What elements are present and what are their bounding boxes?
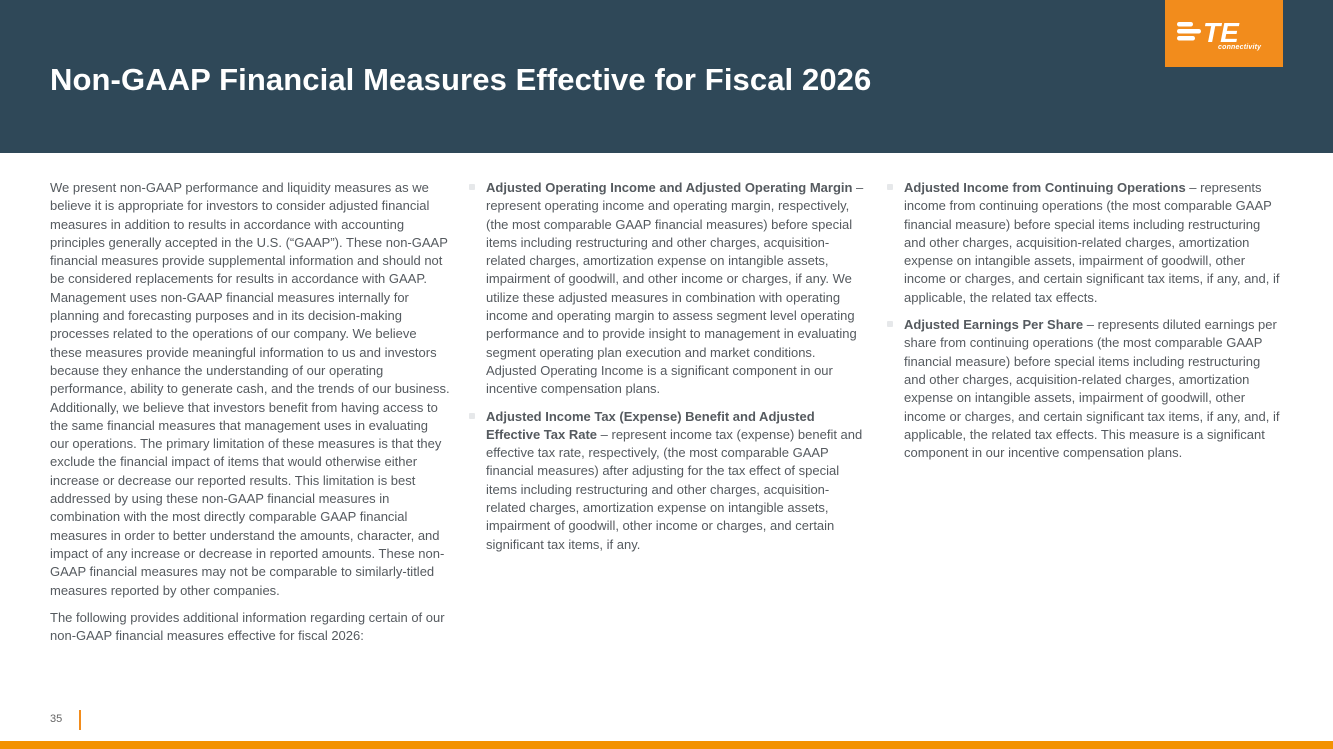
bullet-icon: [469, 184, 475, 190]
bullet-icon: [887, 321, 893, 327]
te-connectivity-logo: [1165, 0, 1283, 67]
list-item: [486, 408, 866, 554]
measure-description: – represents income from continuing operations (the most comparable GAAP financial measure) before special items including restructuring and other charges, acquisition-related charges, amortization expense on intangible assets, impairment of goodwill, other income or charges, and certain significant tax items, if any, and, if applicable, the related tax effects.: [904, 180, 1280, 305]
logo-text: TE: [1203, 17, 1239, 48]
bullet-icon: [887, 184, 893, 190]
footer-accent-bar: [0, 741, 1333, 749]
intro-paragraph: We present non-GAAP performance and liquidity measures as we believe it is appropriate for investors to consider adjusted financial measures in addition to results in accordance with accounting principles generally accepted in the U.S. (“GAAP”). These non-GAAP financial measures provide supplemental information and should not be considered replacements for results in accordance with GAAP. Management uses non-GAAP financial measures internally for planning and forecasting purposes and in its decision-making processes related to the operations of our company. We believe these measures provide meaningful information to us and investors because they enhance the understanding of our operating performance, ability to generate cash, and the trends of our business. Additionally, we believe that investors benefit from having access to the same financial measures that management uses in evaluating our operations. The primary limitation of these measures is that they exclude the financial impact of items that would otherwise either increase or decrease our reported results. This limitation is best addressed by using these non-GAAP financial measures in combination with the most directly comparable GAAP financial measures in order to better understand the amounts, character, and impact of any increase or decrease in reported amounts. These non-GAAP financial measures may not be comparable to similarly-titled measures reported by other companies.: [50, 180, 450, 598]
measure-term: Adjusted Income Tax (Expense) Benefit and Adjusted Effective Tax Rate: [486, 408, 815, 442]
measure-term: Adjusted Earnings Per Share: [904, 317, 1084, 333]
measure-description: – represent operating income and operating margin, respectively, (the most comparable GAAP financial measures) before special items including restructuring and other charges, acquisition-related charges, amortization expense on intangible assets, impairment of goodwill, and other income or charges, if any. We utilize these adjusted measures in combination with operating income and operating margin to assess segment level operating performance and to provide insight to management in evaluating segment operating plan execution and market conditions. Adjusted Operating Income is a significant component in our incentive compensation plans.: [486, 180, 864, 397]
list-item: [486, 179, 866, 399]
measure-description: – represents diluted earnings per share from continuing operations (the most comparable GAAP financial measure) before special items including restructuring and other charges, acquisition-related charges, amortization expense on intangible assets, impairment of goodwill, other income or charges, and certain significant tax items, if any, and, if applicable, the related tax effects. This measure is a significant component in our incentive compensation plans.: [904, 317, 1280, 461]
page-number: 35: [50, 713, 63, 725]
measures-column-3: [904, 179, 1284, 471]
bullet-icon: [469, 413, 475, 419]
list-item: [904, 316, 1284, 462]
intro-column: [50, 179, 450, 654]
page-title: Non-GAAP Financial Measures Effective for Fiscal 2026: [50, 62, 872, 97]
measure-term: Adjusted Operating Income and Adjusted Operating Margin: [486, 180, 853, 195]
measure-description: – represent income tax (expense) benefit and effective tax rate, respectively, (the most comparable GAAP financial measures) after adjusting for the tax effect of special items including restructuring and other charges, acquisition-related charges, amortization expense on intangible assets, impairment of goodwill, other income or charges, and certain significant tax items, if any.: [486, 426, 863, 552]
followup-paragraph: The following provides additional information regarding certain of our non-GAAP financial measures effective for fiscal 2026:: [50, 609, 445, 644]
logo-subtext: connectivity: [1218, 44, 1262, 51]
measures-column-2: [486, 179, 866, 563]
list-item: [904, 179, 1284, 307]
measure-term: Adjusted Income from Continuing Operations: [904, 180, 1186, 195]
header-band: [0, 0, 1333, 153]
footer-divider: [79, 710, 81, 730]
